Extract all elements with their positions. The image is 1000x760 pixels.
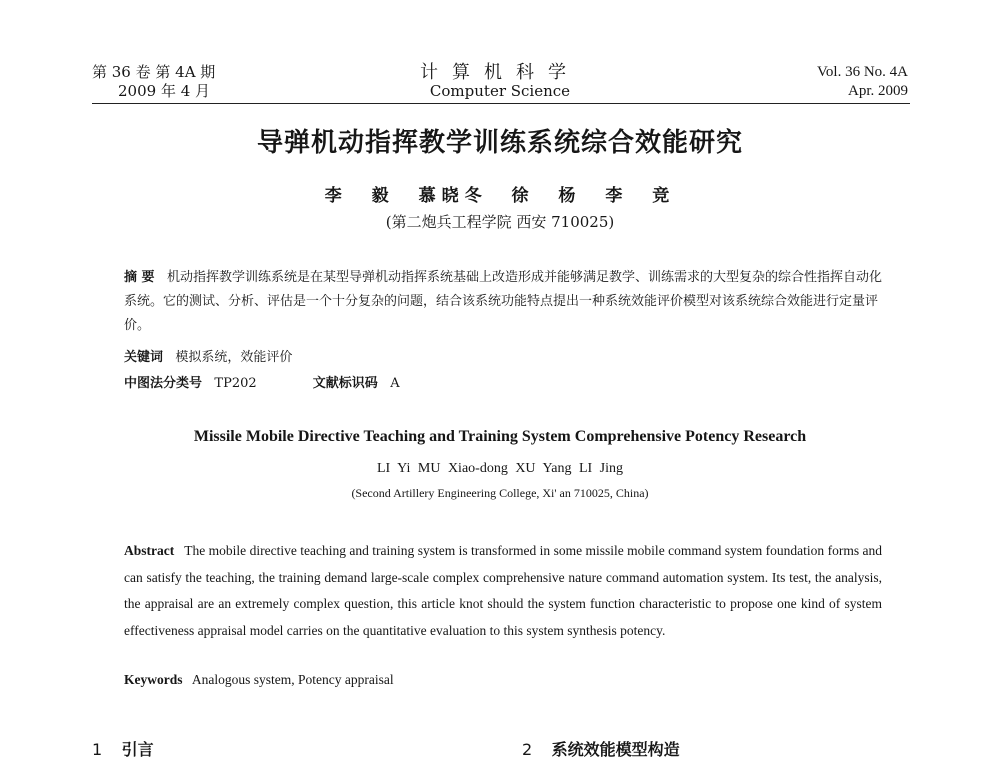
doc-code-label: 文献标识码 xyxy=(312,376,378,391)
authors-en: LI Yi MU Xiao-dong XU Yang LI Jing xyxy=(376,461,624,476)
section-heading-introduction xyxy=(92,737,154,760)
abstract-en-text: The mobile directive teaching and training system is transformed in some missile mobile command system foundation forms and can satisfy the teaching, the training demand large-scale complex comprehensive nature command automation system. Its test, the analysis, the appraisal are an extremely complex question, this article knot should the system function characteristic to propose one kind of system effectiveness appraisal model carries on the quantitative evaluation to this system synthesis potency. xyxy=(124,543,882,638)
journal-name-en: Computer Science xyxy=(429,82,571,100)
authors-zh: 李 毅 慕晓冬 徐 杨 李 竞 xyxy=(324,186,676,206)
section-title: 系统效能模型构造 xyxy=(551,740,680,759)
abstract-zh-label: 摘 要 xyxy=(124,270,155,285)
keywords-zh-text: 模拟系统，效能评价 xyxy=(175,350,293,365)
volume-issue: 第 36 卷 第 4A 期 xyxy=(92,63,216,81)
publication-date-en: Apr. 2009 xyxy=(848,83,908,99)
journal-name-zh: 计算机科学 xyxy=(420,62,580,83)
keywords-en-text: Analogous system, Potency appraisal xyxy=(191,672,394,687)
paper-title-zh: 导弹机动指挥教学训练系统综合效能研究 xyxy=(256,128,743,158)
keywords-zh-label: 关键词 xyxy=(124,350,164,365)
paper-title-en: Missile Mobile Directive Teaching and Training System Comprehensive Potency Research xyxy=(193,428,807,445)
keywords-en xyxy=(124,672,394,688)
keywords-en-label: Keywords xyxy=(124,672,183,687)
volume-issue-en: Vol. 36 No. 4A xyxy=(817,64,908,80)
journal-issue-info-en xyxy=(817,63,908,101)
affiliation-zh: (第二炮兵工程学院 西安 710025) xyxy=(385,213,615,231)
section-title: 引言 xyxy=(121,740,154,759)
clc-label: 中图法分类号 xyxy=(124,376,203,391)
section-number: 1 xyxy=(92,740,103,759)
affiliation-en: (Second Artillery Engineering College, Xi' an 710025, China) xyxy=(351,486,649,500)
classification xyxy=(124,372,400,391)
section-heading-model xyxy=(522,737,680,760)
journal-name xyxy=(350,63,650,101)
section-number: 2 xyxy=(522,740,533,759)
abstract-zh-text: 机动指挥教学训练系统是在某型导弹机动指挥系统基础上改造形成并能够满足教学、训练需求的大型复杂的综合性指挥自动化系统。它的测试、分析、评估是一个十分复杂的问题，结合该系统功能特点提出一种系统效能评价模型对该系统综合效能进行定量评价。 xyxy=(124,270,882,333)
abstract-zh xyxy=(124,266,882,338)
journal-issue-info xyxy=(92,63,215,101)
clc-value: TP202 xyxy=(214,376,257,391)
abstract-en xyxy=(124,538,882,644)
keywords-zh xyxy=(124,346,292,365)
doc-code-value: A xyxy=(390,376,400,391)
header-divider xyxy=(92,103,910,104)
publication-date: 2009 年 4 月 xyxy=(118,82,211,100)
abstract-en-label: Abstract xyxy=(124,543,175,558)
